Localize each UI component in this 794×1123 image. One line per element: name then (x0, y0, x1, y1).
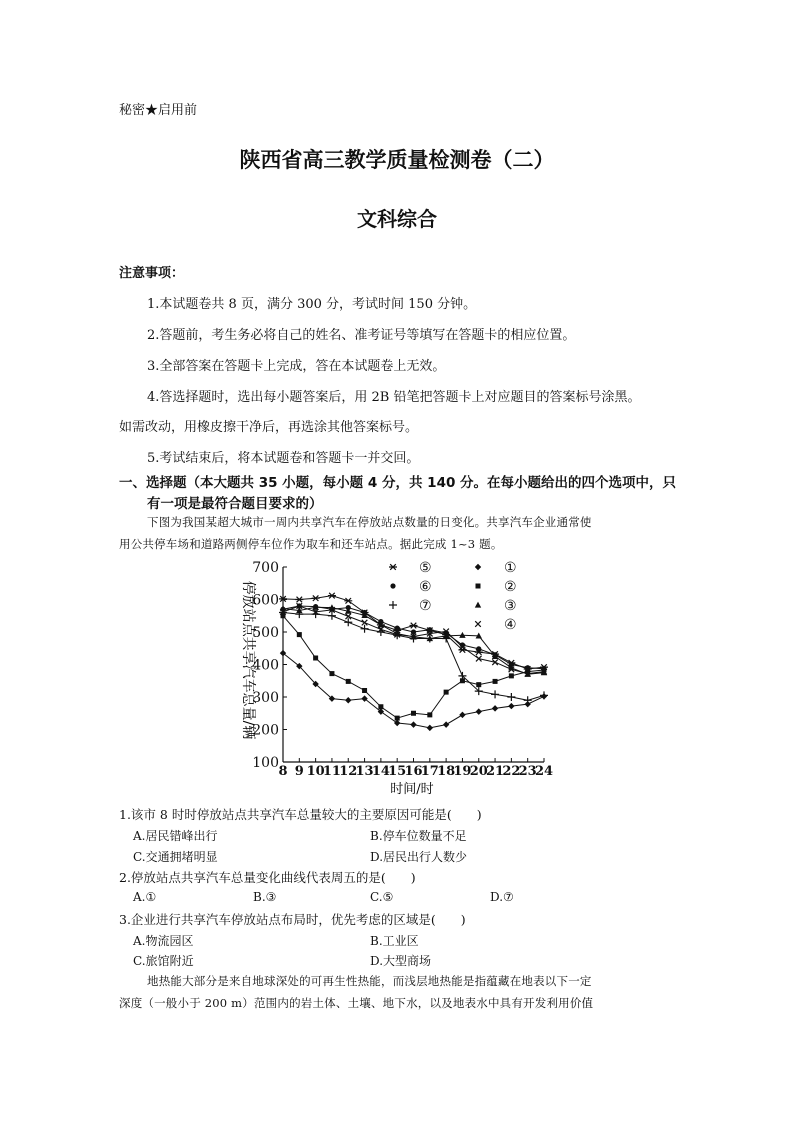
material-text: 下图为我国某超大城市一周内共享汽车在停放站点数量的日变化。共享汽车企业通常使 (147, 515, 592, 529)
y-tick-label: 200 (252, 722, 279, 739)
question-option: A.物流园区 (133, 934, 194, 948)
x-tick-label: 24 (534, 764, 554, 779)
x-tick-label: 8 (278, 764, 288, 779)
data-point (361, 625, 369, 633)
legend-label: ⑦ (419, 598, 432, 614)
x-tick-label: 21 (486, 764, 505, 779)
question-option: D.大型商场 (370, 954, 432, 968)
exam-subject: 文科综合 (357, 207, 437, 231)
x-tick-label: 10 (306, 764, 325, 779)
y-tick-label: 400 (252, 657, 279, 674)
x-tick-label: 12 (339, 764, 358, 779)
data-point (297, 603, 302, 608)
data-point (492, 705, 498, 711)
legend-label: ③ (504, 598, 517, 614)
notice-item: 1.本试题卷共 8 页，满分 300 分，考试时间 150 分钟。 (147, 297, 477, 312)
data-point (508, 703, 514, 709)
data-point (491, 690, 499, 698)
data-point (362, 688, 367, 693)
data-point (475, 621, 481, 627)
data-point (411, 711, 416, 716)
data-point (313, 656, 318, 661)
y-tick-label: 500 (252, 625, 279, 641)
data-point (295, 610, 303, 618)
legend-label: ② (504, 579, 517, 595)
y-axis-label: 停放站点共享汽车总量/辆 (240, 580, 256, 740)
data-point (377, 628, 385, 636)
question-option: D.⑦ (490, 890, 514, 904)
data-point (344, 598, 352, 604)
legend-item (475, 617, 516, 633)
data-point (295, 597, 303, 603)
data-point (476, 708, 482, 714)
x-tick-label: 18 (437, 764, 456, 779)
legend-item (389, 560, 432, 576)
data-point (459, 712, 465, 718)
legend-label: ④ (504, 617, 517, 633)
chart-legend (389, 560, 517, 633)
data-point (378, 704, 383, 709)
data-point (509, 673, 514, 678)
section-heading: 一、选择题（本大题共 35 小题，每小题 4 分，共 140 分。在每小题给出的四个选项中，只 (119, 475, 677, 491)
data-point (492, 652, 497, 657)
data-point (475, 564, 481, 570)
x-tick-label: 23 (518, 764, 537, 779)
legend-item (475, 598, 517, 614)
question-option: C.旅馆附近 (133, 954, 194, 968)
y-tick-label: 700 (252, 560, 279, 576)
data-point (525, 665, 530, 670)
x-tick-label: 15 (388, 764, 407, 779)
data-point (395, 626, 400, 631)
data-point (410, 721, 416, 727)
data-point (493, 679, 498, 684)
notice-item: 2.答题前，考生务必将自己的姓名、准考证号等填写在答题卡的相应位置。 (147, 328, 576, 343)
data-point (395, 716, 400, 721)
line-chart (0, 556, 794, 796)
data-point (476, 584, 481, 589)
question-option: A.① (133, 890, 157, 904)
question-option: C.交通拥堵明显 (133, 850, 218, 864)
data-point (541, 666, 546, 671)
question-option: A.居民错峰出行 (133, 829, 218, 843)
x-tick-label: 9 (294, 764, 304, 779)
data-point (444, 690, 449, 695)
data-point (460, 642, 465, 647)
x-tick-label: 20 (469, 764, 488, 779)
data-point (362, 620, 368, 626)
question-option: B.③ (253, 890, 277, 904)
legend-item (389, 598, 432, 614)
data-point (329, 607, 334, 612)
notice-item-continued: 如需改动，用橡皮擦干净后，再选涂其他答案标号。 (119, 420, 419, 435)
data-point (346, 605, 351, 610)
data-point (328, 612, 336, 620)
x-tick-label: 11 (322, 764, 341, 779)
y-tick-label: 100 (252, 755, 279, 771)
x-tick-label: 14 (371, 764, 390, 779)
legend-item (476, 579, 517, 595)
legend-item (390, 579, 431, 595)
question-option: B.工业区 (370, 934, 419, 948)
data-point (427, 627, 432, 632)
x-tick-label: 22 (502, 764, 521, 779)
question-stem: 3.企业进行共享汽车停放站点布局时，优先考虑的区域是( ) (119, 912, 466, 927)
data-point (476, 682, 481, 687)
question-stem: 1.该市 8 时时停放站点共享汽车总量较大的主要原因可能是( ) (119, 807, 482, 822)
data-point (443, 721, 449, 727)
data-point (509, 662, 514, 667)
section-heading-continued: 有一项是最符合题目要求的） (147, 496, 323, 512)
data-point (389, 564, 397, 570)
data-point (389, 601, 397, 609)
question-option: D.居民出行人数少 (370, 850, 468, 864)
data-point (328, 593, 336, 599)
data-point (410, 623, 418, 629)
x-tick-label: 17 (420, 764, 439, 779)
confidential-label: 秘密★启用前 (119, 103, 198, 118)
question-option: B.停车位数量不足 (370, 829, 467, 843)
data-point (346, 679, 351, 684)
legend-label: ⑤ (419, 560, 432, 576)
x-axis-label: 时间/时 (390, 782, 434, 796)
material-text-continued: 用公共停车场和道路两侧停车位作为取车和还车站点。据此完成 1~3 题。 (119, 537, 503, 551)
data-point (475, 602, 481, 608)
notice-item: 5.考试结束后，将本试题卷和答题卡一并交回。 (147, 451, 420, 466)
data-point (427, 712, 432, 717)
data-point (344, 618, 352, 626)
data-point (390, 583, 395, 588)
question-option: C.⑤ (370, 890, 394, 904)
notice-item: 4.答选择题时，选出每小题答案后，用 2B 铅笔把答题卡上对应题目的答案标号涂黑。 (147, 390, 641, 405)
data-point (394, 720, 400, 726)
x-tick-label: 19 (453, 764, 472, 779)
y-tick-label: 600 (252, 592, 279, 609)
legend-label: ⑥ (419, 579, 432, 595)
legend-label: ① (504, 560, 517, 576)
data-point (427, 725, 433, 731)
data-point (313, 604, 318, 609)
data-point (378, 619, 383, 624)
data-point (297, 632, 302, 637)
legend-item (475, 560, 517, 576)
exam-title: 陕西省高三教学质量检测卷（二） (239, 148, 555, 172)
notice-heading: 注意事项： (119, 266, 185, 281)
data-point (362, 610, 367, 615)
data-point (312, 595, 320, 601)
material-text: 地热能大部分是来自地球深处的可再生性热能，而浅层地热能是指蕴藏在地表以下一定 (147, 974, 592, 988)
data-point (345, 697, 351, 703)
data-point (458, 647, 466, 653)
question-stem: 2.停放站点共享汽车总量变化曲线代表周五的是( ) (119, 870, 416, 885)
x-tick-label: 13 (355, 764, 374, 779)
data-point (507, 693, 515, 701)
material-text-continued: 深度（一般小于 200 m）范围内的岩土体、土壤、地下水，以及地表水中具有开发利用价值 (119, 996, 594, 1010)
data-point (459, 632, 465, 638)
notice-item: 3.全部答案在答题卡上完成，答在本试题卷上无效。 (147, 359, 446, 374)
data-point (411, 629, 416, 634)
x-tick-label: 16 (404, 764, 423, 779)
data-point (329, 671, 334, 676)
y-tick-label: 300 (252, 690, 279, 706)
data-point (476, 646, 481, 651)
